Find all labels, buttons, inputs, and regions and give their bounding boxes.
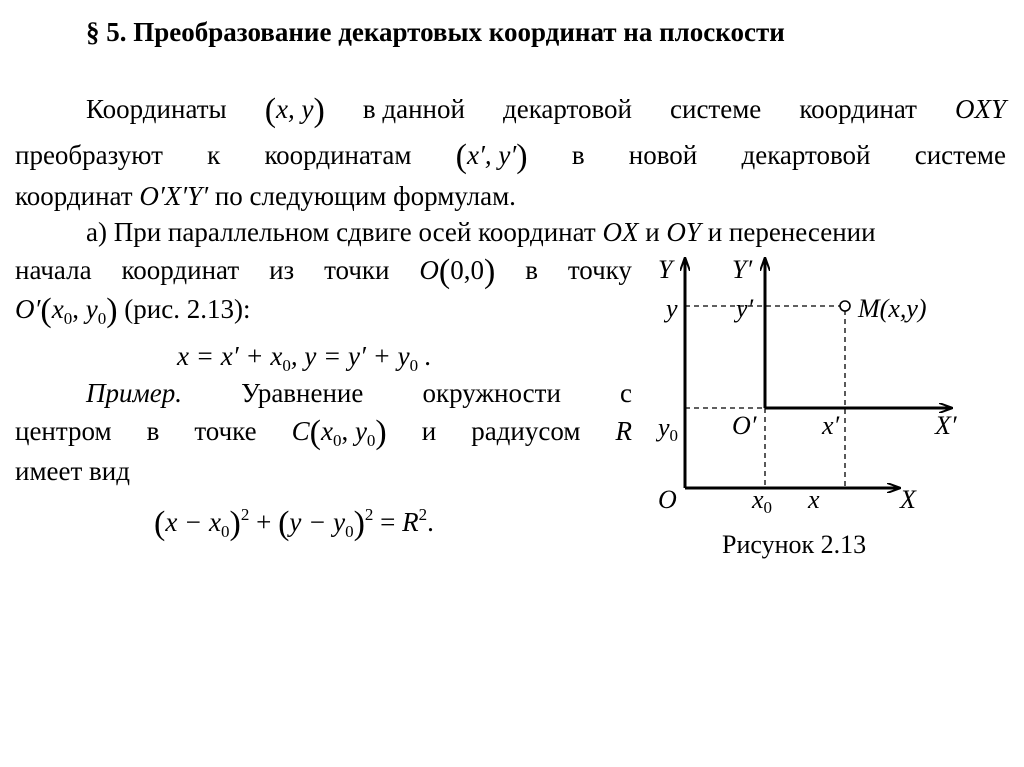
coordinate-shift-figure — [640, 246, 980, 526]
figure-caption: Рисунок 2.13 — [722, 530, 867, 559]
label-x-prime: x′ — [822, 411, 840, 440]
label-M: M(x,y) — [858, 294, 927, 323]
label-x0: x0 — [752, 485, 773, 517]
example-line-3: имеет вид — [15, 456, 130, 486]
label-O: O — [658, 485, 677, 514]
circle-equation: $(x - x_0)^2 + (y - y_0)^2 = R^2$. — [154, 505, 434, 542]
label-y0: y0 — [658, 413, 679, 445]
example-line-2: центром в точке $C(x_0$, $y_0$) и радиусом R — [15, 414, 632, 451]
paragraph-2-line-3: $O'(x_0$, $y_0$) (рис. 2.13): — [15, 292, 251, 329]
example-line-1: Пример. Уравнение окружности с — [86, 378, 632, 408]
math-xp-yp: x′, y′ — [467, 140, 517, 170]
math-x-y: x, y — [276, 94, 314, 124]
label-y-prime: y′ — [736, 294, 754, 323]
label-X: X — [900, 485, 916, 514]
label-O-prime: O′ — [732, 411, 757, 440]
point-m — [840, 301, 850, 311]
shift-formula: $x = x' + x_0$, $y = y' + y_0$ . — [177, 341, 432, 375]
label-x: x — [808, 485, 820, 514]
paragraph-1-line-3: координат O′X′Y′ по следующим формулам. — [15, 181, 516, 211]
label-Y-prime: Y′ — [732, 255, 753, 284]
paragraph-2-line-2: начала координат из точки O(0,0) в точку — [15, 253, 632, 290]
paragraph-1-line-1: Координаты (x, y) в данной декартовой системе координат OXY — [86, 92, 1006, 129]
paragraph-2-line-1: а) При параллельном сдвиге осей координат OX и OY и перенесении — [86, 217, 876, 247]
math-oxy: OXY — [954, 94, 1006, 124]
paragraph-1-line-2: преобразуют к координатам (x′, y′) в новой декартовой системе — [15, 138, 1006, 175]
math-op-xp-yp: O′X′Y′ — [139, 181, 209, 211]
label-Y: Y — [658, 255, 673, 284]
label-y: y — [666, 294, 678, 323]
label-X-prime: X′ — [935, 411, 957, 440]
page-title: § 5. Преобразование декартовых координат на плоскости — [86, 17, 785, 47]
